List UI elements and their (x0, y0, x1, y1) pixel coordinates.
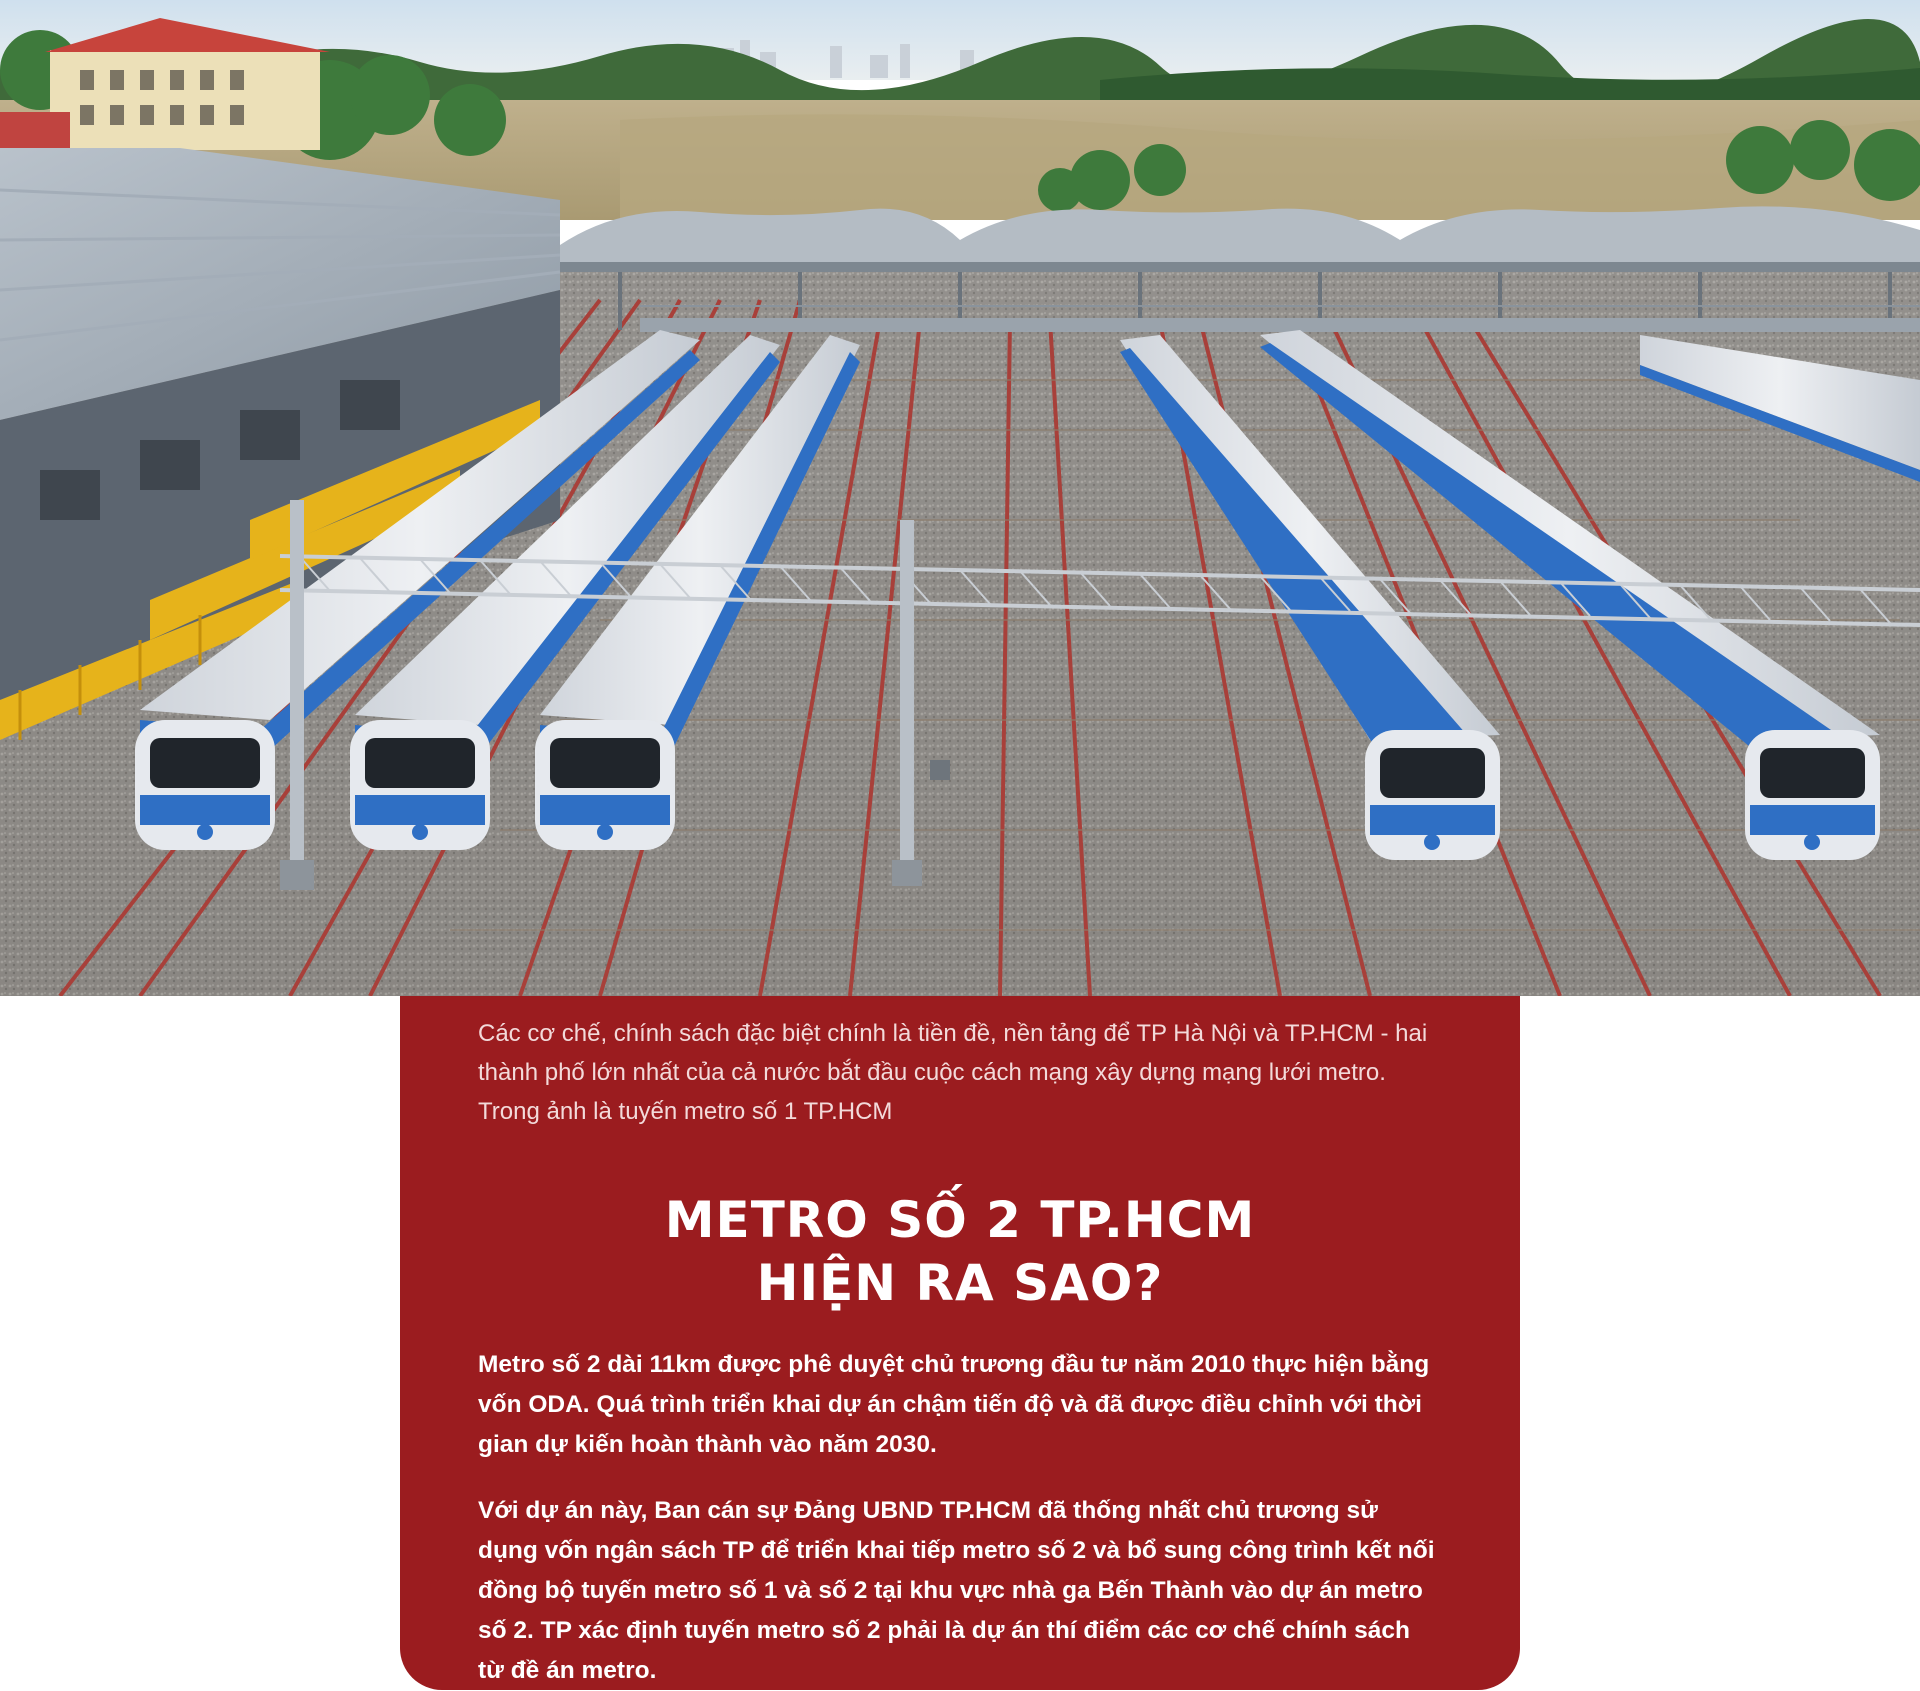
article-panel (400, 996, 1520, 1690)
headline (478, 1189, 1442, 1315)
headline-line-2: HIỆN RA SAO? (756, 1254, 1164, 1312)
headline-line-1: METRO SỐ 2 TP.HCM (664, 1191, 1256, 1249)
paragraph-2: Với dự án này, Ban cán sự Đảng UBND TP.HCM đã thống nhất chủ trương sử dụng vốn ngân sách TP để triển khai tiếp metro số 2 và bổ sung công trình kết nối đồng bộ tuyến metro số 1 và số 2 tại khu vực nhà ga Bến Thành vào dự án metro số 2. TP xác định tuyến metro số 2 phải là dự án thí điểm các cơ chế chính sách từ đề án metro. (478, 1497, 1435, 1684)
paragraph-1: Metro số 2 dài 11km được phê duyệt chủ trương đầu tư năm 2010 thực hiện bằng vốn ODA. Quá trình triển khai dự án chậm tiến độ và đã được điều chỉnh với thời gian dự kiến hoàn thành vào năm 2030. (478, 1351, 1430, 1458)
photo-caption: Các cơ chế, chính sách đặc biệt chính là tiền đề, nền tảng để TP Hà Nội và TP.HCM - hai thành phố lớn nhất của cả nước bắt đầu cuộc cách mạng xây dựng mạng lưới metro. Trong ảnh là tuyến metro số 1 TP.HCM (478, 1020, 1428, 1125)
